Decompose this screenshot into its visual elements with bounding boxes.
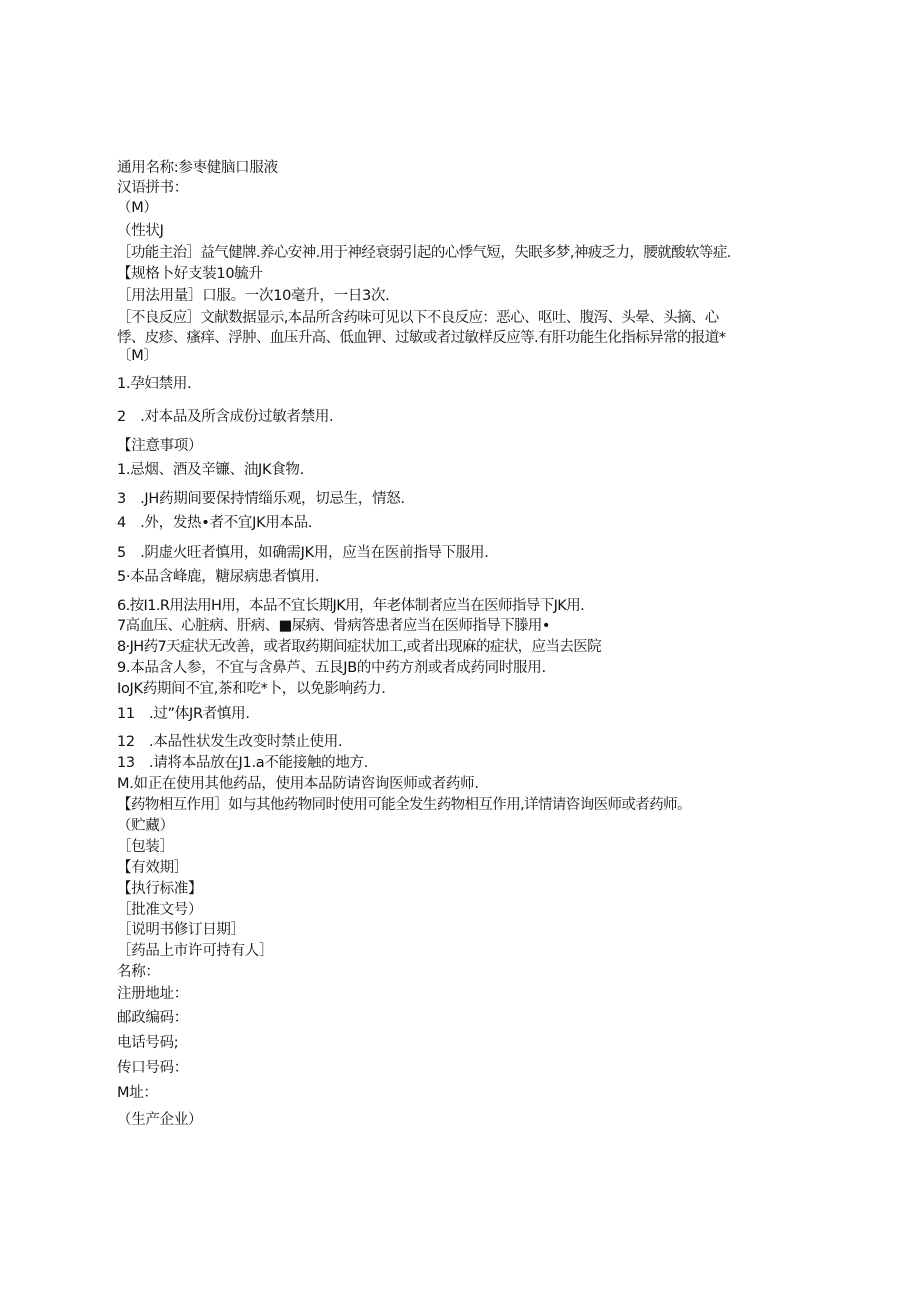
pinyin-name: 汉语拼书： xyxy=(117,180,188,196)
specification-text: 【规格卜好支装10毓升 xyxy=(117,266,263,282)
adverse-reactions-text-line-2: 悸、皮疹、瘙痒、浮肿、血压升高、低血钾、过敏或者过敏样反应等.有肝功能生化指标异常的报道* xyxy=(117,330,726,346)
precaution-item: 11 .过”体JR者慎用. xyxy=(117,706,250,722)
drug-interactions-text: 【药物相互作用］如与其他药物同时使用可能全发生药物相互作用,详情请咨询医师或者药师。 xyxy=(117,797,691,813)
precaution-item: 5·本品含峰鹿，糖尿病患者慎用. xyxy=(117,569,320,585)
precaution-item: 4 .外，发热•者不宜JK用本品. xyxy=(117,515,313,531)
precaution-item: 12 .本品性状发生改变时禁止使用. xyxy=(117,734,343,750)
section-precautions-heading: 【注意事项） xyxy=(117,438,203,454)
section-properties-heading: （性状J xyxy=(117,223,164,239)
section-contraindications-heading: 〔M〕 xyxy=(117,348,158,364)
precaution-item: 5 .阴虚火旺者慎用，如确需JK用，应当在医前指导下服用. xyxy=(117,545,489,561)
precaution-item: 3 .JH药期间要保持情缁乐观，切忌生，情怒. xyxy=(117,491,405,507)
precaution-item: 9.本品含人参，不宜与含鼻芦、五艮JB的中药方剂或者成药同时服用. xyxy=(117,660,546,676)
precaution-item: 8·JH药7天症状无改善，或者取药期间症状加工,或者出现麻的症状，应当去医院 xyxy=(117,639,602,655)
section-marketing-holder-heading: ［药品上市许可持有人］ xyxy=(117,943,274,959)
section-manufacturer-heading: （生产企业） xyxy=(117,1112,203,1128)
fax-number-label: 传口号码： xyxy=(117,1060,188,1076)
precaution-item: 7高血压、心脏病、肝病、■屎病、骨病答患者应当在医师指导下滕用• xyxy=(117,618,550,634)
contraindication-item: 1.孕妇禁用. xyxy=(117,376,192,392)
indications-text: ［功能主治］益气健牌.养心安神.用于神经衰弱引起的心悸气短，失眠多梦,神疲乏力，腰就酸软等症. xyxy=(117,245,731,261)
precaution-item: 6.按I1.R用法用H用，本品不宜长期JK用，年老体制者应当在医师指导下JK用. xyxy=(117,598,585,614)
holder-name-label: 名称： xyxy=(117,964,160,980)
precaution-item: 13 .请将本品放在J1.a不能接触的地方. xyxy=(117,755,369,771)
drug-generic-name: 通用名称:参枣健脑口服液 xyxy=(117,160,278,176)
adverse-reactions-text-line-1: ［不良反应］文献数据显示,本品所含药味可见以下不良反应：恶心、呕吐、腹泻、头晕、头摘、心 xyxy=(117,310,719,326)
registered-address-label: 注册地址： xyxy=(117,986,188,1002)
contraindication-item: 2 .对本品及所含成份过敏者禁用. xyxy=(117,409,334,425)
section-storage-heading: （贮藏） xyxy=(117,818,174,834)
section-ingredients-heading: （M） xyxy=(117,200,158,216)
precaution-item: 1.忌烟、酒及辛镰、油JK食物. xyxy=(117,462,304,478)
section-expiry-heading: 【有效期］ xyxy=(117,860,188,876)
section-revision-date-heading: ［说明书修订日期］ xyxy=(117,922,245,938)
phone-number-label: 电话号码; xyxy=(117,1035,179,1051)
section-standard-heading: 【执行标准】 xyxy=(117,881,203,897)
section-packaging-heading: ［包装］ xyxy=(117,839,174,855)
website-label: M址： xyxy=(117,1085,158,1101)
precaution-item: M.如正在使用其他药品，使用本品防请咨询医师或者药师. xyxy=(117,776,479,792)
postal-code-label: 邮政编码： xyxy=(117,1010,188,1026)
dosage-text: ［用法用量］口服。一次10毫升，一日3次. xyxy=(117,288,390,304)
section-approval-number-heading: ［批准文号） xyxy=(117,902,203,918)
precaution-item: IoJK药期间不宜,茶和吃*卜，以免影响药力. xyxy=(117,681,386,697)
